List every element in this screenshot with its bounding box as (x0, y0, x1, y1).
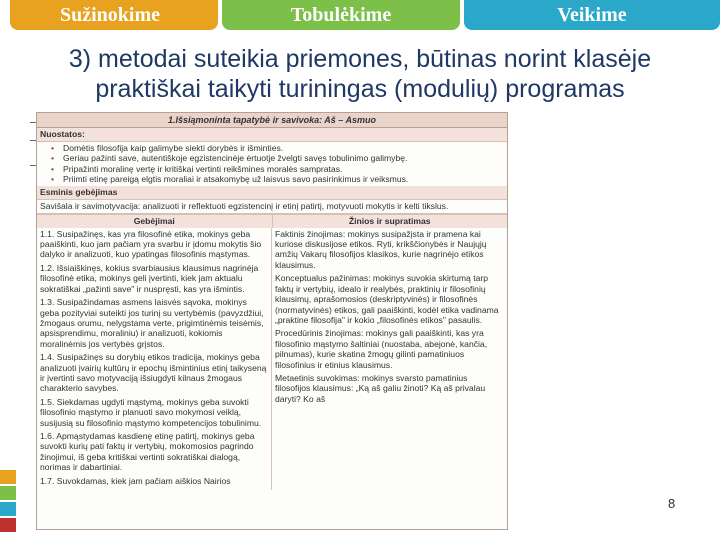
list-item: 1.5. Siekdamas ugdyti mąstymą, mokinys geba suvokti filosofinio mąstymo ir planuoti savo mokymosi veiklą, susijusią su filosofinio mąstymo kompetencijos tobulinimu. (40, 396, 262, 428)
left-column (37, 228, 272, 490)
color-stripe-green (0, 486, 16, 500)
color-stripe-orange (0, 470, 16, 484)
list-item: Faktinis žinojimas: mokinys susipažįsta ir pramena kai kuriose diskusijose etikos. Ryti, krikščionybės ir Naujųjų amžių Vakarų filosofijos klasikos, kurie nagrinėjo etikos klausimus. (275, 228, 487, 270)
list-item: 1.1. Susipažinęs, kas yra filosofinė etika, mokinys geba paaiškinti, kuo jam pačiam yra svarbu ir įdomu mokytis šio dalyko ir analizuoti, kuo ypatingas filosofinis mąstymas. (40, 228, 262, 260)
esminis-text: Savišala ir savimotyvacija: analizuoti ir reflektuoti egzistencinį ir etinį patirtį, motyvuoti mokytis ir kelti tikslus. (37, 200, 507, 214)
nuostatos-label: Nuostatos: (37, 128, 507, 141)
tab-label: Tobulėkime (290, 3, 392, 26)
tab-label: Veikime (557, 3, 627, 26)
col-head-gebejimai: Gebėjimai (37, 215, 273, 227)
list-item: Metaetinis suvokimas: mokinys svarsto pamatinius filosofijos klausimus: „Ką aš galiu žinoti? Ką aš privalau daryti? Ko aš (275, 372, 486, 404)
list-item: Procedūrinis žinojimas: mokinys gali paaiškinti, kas yra filosofinio mąstymo šaltiniai (nuostaba, abejonė, kančia, pilnumas), kurie skatina žmogų gilinti pamatiniuos filosofinius ir etinius klausimus. (275, 328, 488, 370)
color-stripe-red (0, 518, 16, 532)
tab-veikime[interactable] (464, 0, 720, 30)
document-title: 1.Išsiąmoninta tapatybė ir savivoka: Aš – Asmuo (37, 113, 507, 128)
list-item: 1.2. Išsiaiškinęs, kokius svarbiausius klausimus nagrinėja filosofinė etika, mokinys geli įvertinti, kiek jam aktualu sokratiškai „pažinti save" ir nuspręsti, kas yra išmintis. (40, 262, 259, 294)
list-item: • Priimti etinę pareigą elgtis moraliai ir atsakomybę už laisvus savo pasirinkimus ir veiksmus. (63, 174, 504, 184)
list-item: 1.3. Susipažindamas asmens laisvės sąvoka, mokinys geba pozityviai suteikti jos turinį su vertybėmis (pavyzdžiui, žmogaus orumu, nelygstama verte, prigimtinėmis teisėmis, apsisprendimu, moraliniu) ir analizuoti, kokiomis moralinėmis jos vertybės grįstos. (40, 297, 264, 349)
embedded-document (36, 112, 508, 530)
esminis-label: Esminis gebėjimas (37, 186, 507, 199)
list-item: • Geriau pažinti save, autentiškoje egzistencinėje ėrtuotje žvelgti savęs tobulinimo galimybę. (63, 153, 504, 163)
page-number: 8 (668, 496, 676, 511)
list-item: 1.7. Suvokdamas, kiek jam pačiam aiškios Nairios (40, 475, 231, 486)
right-column (272, 228, 507, 490)
list-item: 1.6. Apmąstydamas kasdienę etinę patirtį, mokinys geba suvokti kurių pati faktų ir vertybių, mokomosios pagrindo žinojimui, iš geba kritiškai vertinti sokratiškai dialogą, norimas ir dabartiniai. (40, 430, 255, 473)
list-item: Konceptualus pažinimas: mokinys suvokia skirtumą tarp faktų ir vertybių, idealo ir realybės, praktinių ir filosofinių klausimų, aprašomosios (deskriptyvinės) ir filosofinės (normatyvinės) etikos, gali paaiškinti, kodėl etika vadinama „praktine filosofija" ir kokio „filosofinės etikos" pasaulis. (275, 273, 499, 325)
tab-suzinokime[interactable] (10, 0, 218, 30)
tab-label: Sužinokime (60, 3, 161, 26)
tab-tobulekime[interactable] (222, 0, 460, 30)
slide-heading (0, 44, 720, 104)
heading-line-1: 3) metodai suteikia priemones, būtinas norint klasėje (68, 45, 652, 73)
nuostatos-list (37, 142, 507, 187)
list-item: • Domėtis filosofija kaip galimybe siekti dorybės ir išminties. (63, 143, 504, 153)
heading-line-2: praktiškai taikyti turiningas (modulių) programas (95, 75, 625, 103)
document-columns (37, 228, 507, 490)
color-stripe-blue (0, 502, 16, 516)
list-item: 1.4. Susipažinęs su dorybių etikos tradicija, mokinys geba analizuoti įvairių kultūrų ir epochų išmintinius etinį taikyseną ir įvertinti savo motyvaciją išsiugdyti kilnaus žmogaus charakterio savybes. (40, 352, 267, 394)
col-head-zinios: Žinios ir supratimas (273, 215, 508, 227)
column-headers (37, 214, 507, 227)
list-item: • Pripažinti moralinę vertę ir kritiškai vertinti reikšmines moralės sampratas. (63, 164, 504, 174)
